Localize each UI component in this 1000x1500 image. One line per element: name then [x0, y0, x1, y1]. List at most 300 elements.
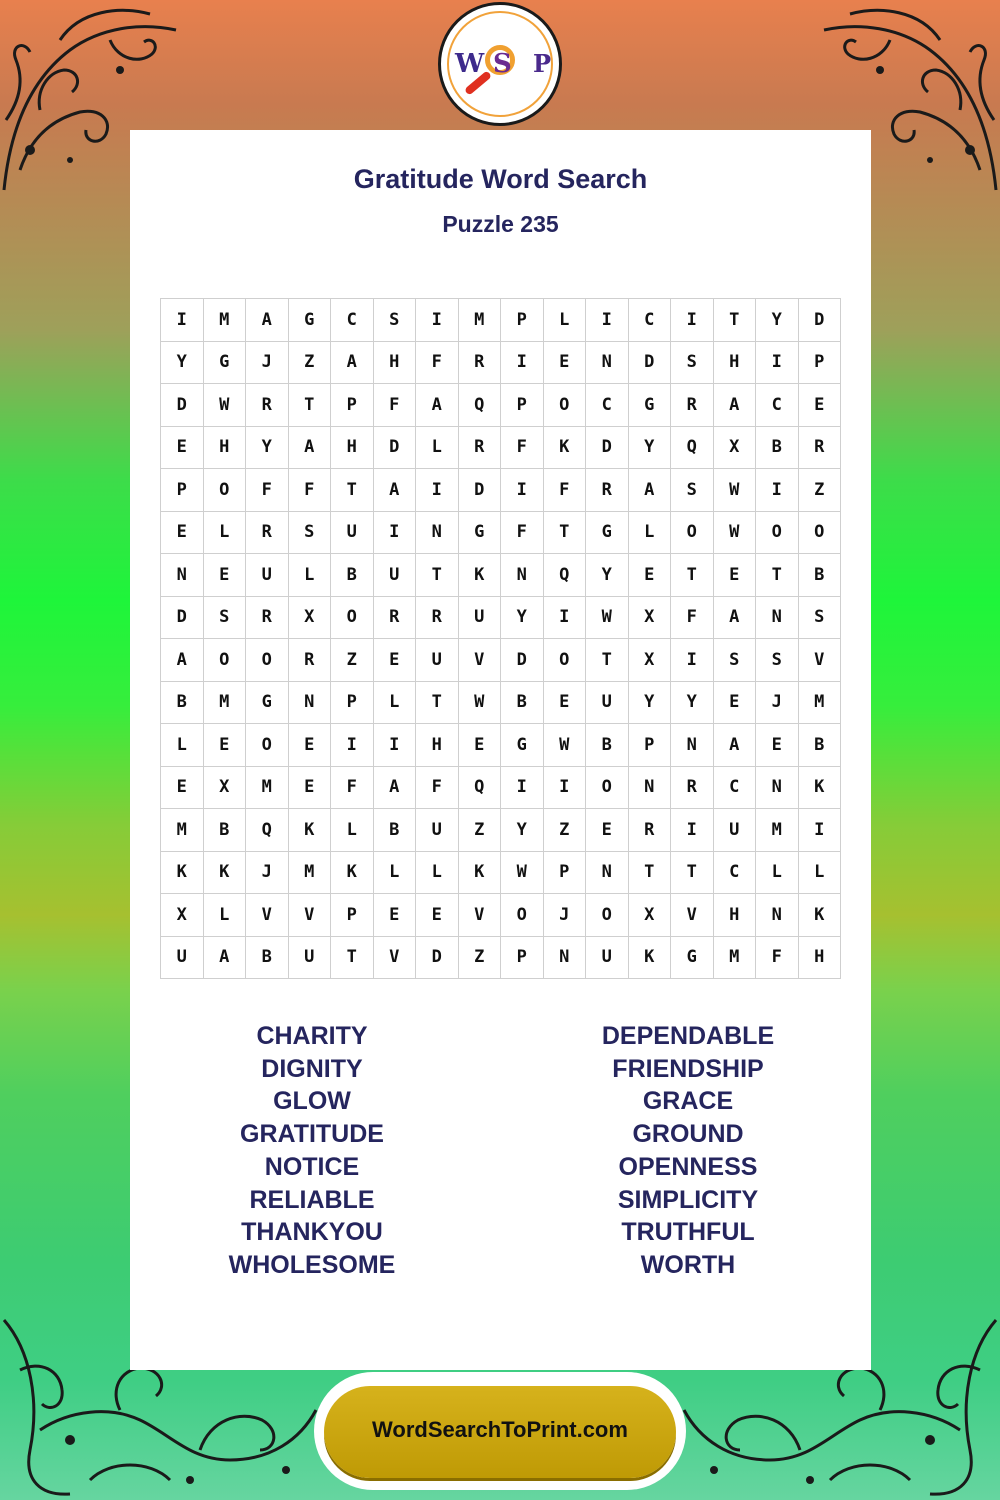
- grid-cell[interactable]: K: [288, 809, 331, 852]
- grid-row: [161, 639, 841, 682]
- grid-cell[interactable]: E: [203, 554, 246, 597]
- grid-cell[interactable]: X: [161, 894, 204, 937]
- grid-cell[interactable]: S: [798, 596, 841, 639]
- grid-cell[interactable]: W: [458, 681, 501, 724]
- grid-cell[interactable]: A: [373, 766, 416, 809]
- grid-cell[interactable]: T: [416, 681, 459, 724]
- word-list-item: GLOW: [273, 1087, 351, 1116]
- grid-cell[interactable]: E: [161, 511, 204, 554]
- grid-cell[interactable]: O: [798, 511, 841, 554]
- grid-cell[interactable]: B: [501, 681, 544, 724]
- grid-cell[interactable]: H: [331, 426, 374, 469]
- grid-cell[interactable]: A: [288, 426, 331, 469]
- grid-row: [161, 809, 841, 852]
- grid-cell[interactable]: F: [543, 469, 586, 512]
- grid-cell[interactable]: R: [628, 809, 671, 852]
- grid-cell[interactable]: R: [246, 596, 289, 639]
- grid-cell[interactable]: E: [373, 639, 416, 682]
- grid-cell[interactable]: I: [671, 299, 714, 342]
- grid-cell[interactable]: K: [458, 851, 501, 894]
- grid-cell[interactable]: T: [671, 851, 714, 894]
- grid-cell[interactable]: G: [586, 511, 629, 554]
- grid-row: [161, 426, 841, 469]
- grid-cell[interactable]: X: [713, 426, 756, 469]
- grid-cell[interactable]: P: [501, 299, 544, 342]
- grid-cell[interactable]: X: [628, 639, 671, 682]
- grid-cell[interactable]: P: [161, 469, 204, 512]
- grid-cell[interactable]: N: [543, 936, 586, 979]
- grid-cell[interactable]: A: [203, 936, 246, 979]
- grid-cell[interactable]: A: [161, 639, 204, 682]
- grid-cell[interactable]: Q: [246, 809, 289, 852]
- letter-grid: [160, 298, 841, 979]
- grid-cell[interactable]: R: [671, 384, 714, 427]
- grid-cell[interactable]: I: [543, 596, 586, 639]
- grid-cell[interactable]: E: [713, 681, 756, 724]
- grid-cell[interactable]: H: [203, 426, 246, 469]
- grid-cell[interactable]: I: [671, 639, 714, 682]
- grid-cell[interactable]: R: [798, 426, 841, 469]
- grid-cell[interactable]: N: [671, 724, 714, 767]
- grid-cell[interactable]: I: [501, 766, 544, 809]
- grid-cell[interactable]: K: [203, 851, 246, 894]
- grid-cell[interactable]: O: [203, 639, 246, 682]
- grid-cell[interactable]: I: [756, 341, 799, 384]
- site-link-button[interactable]: [324, 1386, 676, 1478]
- grid-cell[interactable]: Y: [501, 596, 544, 639]
- grid-cell[interactable]: P: [331, 681, 374, 724]
- grid-cell[interactable]: T: [756, 554, 799, 597]
- grid-cell[interactable]: L: [543, 299, 586, 342]
- grid-cell[interactable]: B: [161, 681, 204, 724]
- grid-cell[interactable]: A: [713, 724, 756, 767]
- grid-cell[interactable]: G: [501, 724, 544, 767]
- grid-cell[interactable]: J: [543, 894, 586, 937]
- grid-cell[interactable]: X: [628, 894, 671, 937]
- grid-cell[interactable]: W: [501, 851, 544, 894]
- grid-cell[interactable]: G: [671, 936, 714, 979]
- grid-cell[interactable]: O: [756, 511, 799, 554]
- grid-cell[interactable]: G: [288, 299, 331, 342]
- grid-cell[interactable]: Q: [458, 384, 501, 427]
- grid-cell[interactable]: N: [756, 766, 799, 809]
- word-list-item: GRATITUDE: [240, 1120, 384, 1149]
- word-list-item: RELIABLE: [249, 1185, 375, 1214]
- grid-cell[interactable]: B: [203, 809, 246, 852]
- grid-cell[interactable]: E: [586, 809, 629, 852]
- grid-cell[interactable]: T: [543, 511, 586, 554]
- grid-cell[interactable]: D: [501, 639, 544, 682]
- grid-cell[interactable]: V: [373, 936, 416, 979]
- grid-cell[interactable]: E: [161, 766, 204, 809]
- grid-cell[interactable]: Q: [458, 766, 501, 809]
- grid-row: [161, 851, 841, 894]
- grid-cell[interactable]: Y: [628, 426, 671, 469]
- word-list-item: SIMPLICITY: [617, 1185, 759, 1214]
- word-list-item: WHOLESOME: [228, 1250, 396, 1279]
- grid-cell[interactable]: R: [246, 511, 289, 554]
- grid-cell[interactable]: L: [373, 851, 416, 894]
- grid-cell[interactable]: Z: [798, 469, 841, 512]
- word-list-left: [142, 1020, 482, 1282]
- grid-cell[interactable]: S: [713, 639, 756, 682]
- grid-cell[interactable]: I: [416, 469, 459, 512]
- grid-cell[interactable]: L: [203, 894, 246, 937]
- logo-letter-s: S: [493, 49, 512, 79]
- grid-cell[interactable]: I: [501, 469, 544, 512]
- word-list-item: GRACE: [642, 1087, 734, 1116]
- grid-cell[interactable]: I: [373, 724, 416, 767]
- grid-cell[interactable]: T: [628, 851, 671, 894]
- grid-cell[interactable]: I: [543, 766, 586, 809]
- grid-cell[interactable]: Q: [671, 426, 714, 469]
- grid-row: [161, 554, 841, 597]
- grid-cell[interactable]: H: [798, 936, 841, 979]
- grid-cell[interactable]: F: [246, 469, 289, 512]
- grid-cell[interactable]: L: [416, 851, 459, 894]
- grid-cell[interactable]: L: [203, 511, 246, 554]
- grid-cell[interactable]: B: [246, 936, 289, 979]
- grid-cell[interactable]: V: [671, 894, 714, 937]
- grid-cell[interactable]: R: [246, 384, 289, 427]
- grid-cell[interactable]: J: [246, 851, 289, 894]
- word-list-item: DEPENDABLE: [601, 1022, 775, 1050]
- grid-cell[interactable]: D: [373, 426, 416, 469]
- grid-cell[interactable]: S: [288, 511, 331, 554]
- grid-cell[interactable]: H: [416, 724, 459, 767]
- grid-cell[interactable]: Z: [458, 809, 501, 852]
- grid-cell[interactable]: S: [373, 299, 416, 342]
- site-link-label: WordSearchToPrint.com: [372, 1417, 628, 1442]
- grid-cell[interactable]: E: [713, 554, 756, 597]
- grid-cell[interactable]: I: [586, 299, 629, 342]
- grid-row: [161, 469, 841, 512]
- grid-cell[interactable]: E: [798, 384, 841, 427]
- grid-cell[interactable]: H: [373, 341, 416, 384]
- grid-cell[interactable]: R: [458, 341, 501, 384]
- grid-cell[interactable]: M: [713, 936, 756, 979]
- grid-cell[interactable]: W: [543, 724, 586, 767]
- grid-cell[interactable]: S: [671, 469, 714, 512]
- grid-cell[interactable]: G: [203, 341, 246, 384]
- grid-cell[interactable]: W: [713, 469, 756, 512]
- grid-cell[interactable]: R: [416, 596, 459, 639]
- grid-cell[interactable]: F: [331, 766, 374, 809]
- grid-cell[interactable]: F: [501, 511, 544, 554]
- grid-cell[interactable]: R: [586, 469, 629, 512]
- grid-cell[interactable]: X: [288, 596, 331, 639]
- grid-cell[interactable]: V: [798, 639, 841, 682]
- grid-cell[interactable]: A: [246, 299, 289, 342]
- grid-cell[interactable]: Y: [501, 809, 544, 852]
- grid-cell[interactable]: E: [416, 894, 459, 937]
- grid-cell[interactable]: N: [586, 341, 629, 384]
- grid-cell[interactable]: C: [756, 384, 799, 427]
- grid-cell[interactable]: V: [246, 894, 289, 937]
- grid-cell[interactable]: N: [628, 766, 671, 809]
- grid-cell[interactable]: E: [543, 341, 586, 384]
- puzzle-title: Gratitude Word Search: [353, 164, 648, 194]
- grid-cell[interactable]: U: [416, 639, 459, 682]
- grid-cell[interactable]: Y: [586, 554, 629, 597]
- grid-cell[interactable]: M: [246, 766, 289, 809]
- grid-row: [161, 681, 841, 724]
- grid-cell[interactable]: T: [416, 554, 459, 597]
- grid-cell[interactable]: E: [628, 554, 671, 597]
- grid-cell[interactable]: U: [586, 681, 629, 724]
- grid-cell[interactable]: L: [416, 426, 459, 469]
- grid-cell[interactable]: B: [798, 554, 841, 597]
- grid-cell[interactable]: E: [161, 426, 204, 469]
- grid-cell[interactable]: B: [373, 809, 416, 852]
- grid-cell[interactable]: U: [331, 511, 374, 554]
- word-list-item: GROUND: [632, 1120, 744, 1149]
- grid-cell[interactable]: B: [798, 724, 841, 767]
- grid-cell[interactable]: F: [288, 469, 331, 512]
- puzzle-card: [130, 130, 871, 1370]
- grid-cell[interactable]: G: [628, 384, 671, 427]
- word-list-item: NOTICE: [264, 1152, 360, 1181]
- grid-cell[interactable]: U: [373, 554, 416, 597]
- grid-cell[interactable]: O: [331, 596, 374, 639]
- grid-cell[interactable]: Y: [756, 299, 799, 342]
- grid-cell[interactable]: F: [671, 596, 714, 639]
- grid-cell[interactable]: P: [501, 936, 544, 979]
- grid-cell[interactable]: M: [161, 809, 204, 852]
- grid-cell[interactable]: V: [458, 894, 501, 937]
- grid-cell[interactable]: U: [458, 596, 501, 639]
- word-list-item: OPENNESS: [618, 1152, 758, 1181]
- grid-cell[interactable]: I: [501, 341, 544, 384]
- grid-cell[interactable]: K: [458, 554, 501, 597]
- grid-cell[interactable]: E: [458, 724, 501, 767]
- grid-row: [161, 596, 841, 639]
- grid-cell[interactable]: F: [416, 341, 459, 384]
- grid-cell[interactable]: S: [756, 639, 799, 682]
- grid-cell[interactable]: C: [713, 766, 756, 809]
- grid-cell[interactable]: L: [373, 681, 416, 724]
- grid-cell[interactable]: Y: [671, 681, 714, 724]
- grid-cell[interactable]: K: [543, 426, 586, 469]
- grid-cell[interactable]: B: [586, 724, 629, 767]
- puzzle-number: Puzzle 235: [442, 211, 559, 237]
- grid-cell[interactable]: F: [501, 426, 544, 469]
- grid-cell[interactable]: I: [373, 511, 416, 554]
- grid-cell[interactable]: P: [501, 384, 544, 427]
- word-list-item: WORTH: [640, 1250, 736, 1279]
- grid-cell[interactable]: U: [713, 809, 756, 852]
- grid-cell[interactable]: W: [586, 596, 629, 639]
- grid-cell[interactable]: O: [543, 384, 586, 427]
- grid-cell[interactable]: I: [671, 809, 714, 852]
- grid-cell[interactable]: O: [246, 724, 289, 767]
- grid-cell[interactable]: L: [161, 724, 204, 767]
- grid-cell[interactable]: U: [416, 809, 459, 852]
- grid-cell[interactable]: P: [331, 384, 374, 427]
- grid-row: [161, 766, 841, 809]
- grid-cell[interactable]: L: [798, 851, 841, 894]
- grid-row: [161, 894, 841, 937]
- grid-cell[interactable]: U: [586, 936, 629, 979]
- grid-cell[interactable]: M: [756, 809, 799, 852]
- grid-cell[interactable]: F: [373, 384, 416, 427]
- grid-cell[interactable]: T: [288, 384, 331, 427]
- grid-cell[interactable]: R: [288, 639, 331, 682]
- grid-cell[interactable]: Z: [331, 639, 374, 682]
- grid-cell[interactable]: C: [331, 299, 374, 342]
- grid-cell[interactable]: B: [756, 426, 799, 469]
- grid-cell[interactable]: M: [798, 681, 841, 724]
- grid-cell[interactable]: D: [161, 384, 204, 427]
- grid-cell[interactable]: V: [458, 639, 501, 682]
- grid-row: [161, 511, 841, 554]
- grid-cell[interactable]: H: [713, 894, 756, 937]
- grid-cell[interactable]: R: [458, 426, 501, 469]
- grid-cell[interactable]: G: [246, 681, 289, 724]
- grid-cell[interactable]: Z: [458, 936, 501, 979]
- grid-cell[interactable]: Y: [246, 426, 289, 469]
- grid-cell[interactable]: W: [203, 384, 246, 427]
- grid-cell[interactable]: T: [671, 554, 714, 597]
- grid-cell[interactable]: E: [203, 724, 246, 767]
- grid-cell[interactable]: U: [161, 936, 204, 979]
- grid-row: [161, 936, 841, 979]
- grid-cell[interactable]: N: [416, 511, 459, 554]
- word-list-item: TRUTHFUL: [621, 1218, 755, 1247]
- grid-cell[interactable]: Z: [288, 341, 331, 384]
- grid-cell[interactable]: T: [713, 299, 756, 342]
- grid-cell[interactable]: A: [713, 596, 756, 639]
- grid-cell[interactable]: E: [288, 724, 331, 767]
- grid-cell[interactable]: L: [331, 809, 374, 852]
- grid-cell[interactable]: X: [203, 766, 246, 809]
- grid-cell[interactable]: E: [373, 894, 416, 937]
- grid-cell[interactable]: N: [288, 681, 331, 724]
- grid-cell[interactable]: P: [798, 341, 841, 384]
- grid-cell[interactable]: P: [331, 894, 374, 937]
- grid-cell[interactable]: I: [331, 724, 374, 767]
- grid-cell[interactable]: S: [203, 596, 246, 639]
- grid-cell[interactable]: O: [586, 894, 629, 937]
- grid-cell[interactable]: M: [288, 851, 331, 894]
- site-button-frame: [314, 1372, 686, 1490]
- grid-cell[interactable]: L: [288, 554, 331, 597]
- grid-cell[interactable]: D: [161, 596, 204, 639]
- grid-cell[interactable]: A: [713, 384, 756, 427]
- grid-row: [161, 724, 841, 767]
- grid-cell[interactable]: N: [756, 596, 799, 639]
- grid-cell[interactable]: J: [756, 681, 799, 724]
- grid-cell[interactable]: E: [288, 766, 331, 809]
- grid-cell[interactable]: T: [331, 469, 374, 512]
- grid-cell[interactable]: K: [628, 936, 671, 979]
- grid-cell[interactable]: D: [586, 426, 629, 469]
- grid-cell[interactable]: F: [756, 936, 799, 979]
- logo-letter-w: W: [455, 49, 485, 79]
- grid-row: [161, 384, 841, 427]
- grid-cell[interactable]: G: [458, 511, 501, 554]
- grid-cell[interactable]: T: [331, 936, 374, 979]
- word-list-item: THANKYOU: [241, 1218, 383, 1247]
- grid-cell[interactable]: A: [331, 341, 374, 384]
- grid-cell[interactable]: I: [756, 469, 799, 512]
- grid-cell[interactable]: P: [628, 724, 671, 767]
- grid-cell[interactable]: K: [798, 766, 841, 809]
- grid-cell[interactable]: Z: [543, 809, 586, 852]
- grid-cell[interactable]: Q: [543, 554, 586, 597]
- grid-cell[interactable]: D: [628, 341, 671, 384]
- grid-cell[interactable]: D: [416, 936, 459, 979]
- grid-cell[interactable]: N: [161, 554, 204, 597]
- word-list-right: [518, 1020, 858, 1282]
- grid-cell[interactable]: T: [586, 639, 629, 682]
- grid-cell[interactable]: H: [713, 341, 756, 384]
- grid-cell[interactable]: E: [543, 681, 586, 724]
- logo-letter-p: P: [533, 49, 552, 78]
- grid-cell[interactable]: O: [543, 639, 586, 682]
- grid-cell[interactable]: A: [373, 469, 416, 512]
- word-list-item: CHARITY: [256, 1022, 368, 1050]
- grid-cell[interactable]: K: [798, 894, 841, 937]
- grid-cell[interactable]: U: [288, 936, 331, 979]
- grid-cell[interactable]: O: [501, 894, 544, 937]
- grid-row: [161, 299, 841, 342]
- grid-cell[interactable]: N: [756, 894, 799, 937]
- grid-cell[interactable]: K: [161, 851, 204, 894]
- grid-cell[interactable]: Y: [628, 681, 671, 724]
- grid-cell[interactable]: M: [203, 299, 246, 342]
- grid-cell[interactable]: K: [331, 851, 374, 894]
- grid-cell[interactable]: C: [713, 851, 756, 894]
- grid-cell[interactable]: W: [713, 511, 756, 554]
- grid-cell[interactable]: Y: [161, 341, 204, 384]
- grid-cell[interactable]: M: [458, 299, 501, 342]
- grid-cell[interactable]: O: [203, 469, 246, 512]
- grid-cell[interactable]: R: [671, 766, 714, 809]
- grid-cell[interactable]: X: [628, 596, 671, 639]
- grid-cell[interactable]: O: [671, 511, 714, 554]
- grid-cell[interactable]: O: [246, 639, 289, 682]
- grid-cell[interactable]: E: [756, 724, 799, 767]
- grid-cell[interactable]: R: [373, 596, 416, 639]
- grid-cell[interactable]: J: [246, 341, 289, 384]
- wsp-logo[interactable]: [438, 2, 562, 126]
- grid-cell[interactable]: A: [628, 469, 671, 512]
- grid-cell[interactable]: C: [586, 384, 629, 427]
- grid-cell[interactable]: L: [756, 851, 799, 894]
- grid-cell[interactable]: O: [586, 766, 629, 809]
- grid-cell[interactable]: C: [628, 299, 671, 342]
- grid-cell[interactable]: N: [586, 851, 629, 894]
- grid-cell[interactable]: I: [798, 809, 841, 852]
- grid-cell[interactable]: L: [628, 511, 671, 554]
- grid-cell[interactable]: B: [331, 554, 374, 597]
- grid-cell[interactable]: M: [203, 681, 246, 724]
- grid-cell[interactable]: D: [458, 469, 501, 512]
- grid-cell[interactable]: A: [416, 384, 459, 427]
- grid-cell[interactable]: U: [246, 554, 289, 597]
- grid-cell[interactable]: P: [543, 851, 586, 894]
- grid-cell[interactable]: D: [798, 299, 841, 342]
- grid-cell[interactable]: I: [416, 299, 459, 342]
- grid-cell[interactable]: V: [288, 894, 331, 937]
- grid-cell[interactable]: F: [416, 766, 459, 809]
- grid-cell[interactable]: I: [161, 299, 204, 342]
- word-list-item: DIGNITY: [261, 1054, 363, 1083]
- grid-cell[interactable]: N: [501, 554, 544, 597]
- grid-cell[interactable]: S: [671, 341, 714, 384]
- grid-row: [161, 341, 841, 384]
